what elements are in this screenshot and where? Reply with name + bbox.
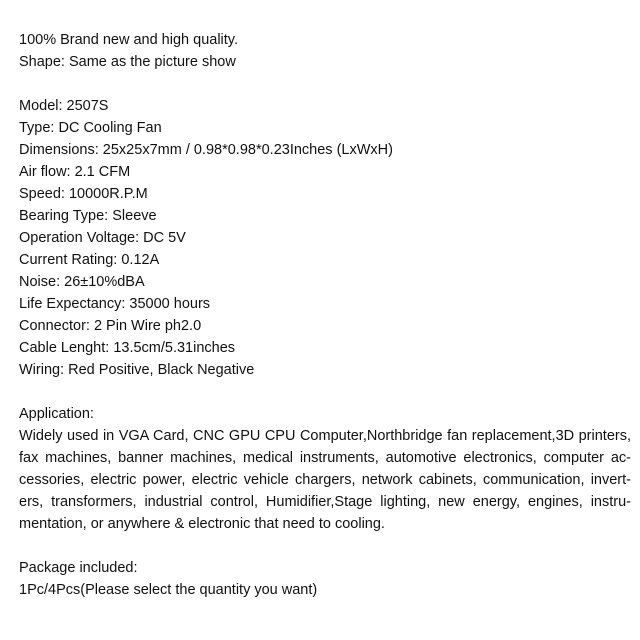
spec-life-expectancy: Life Expectancy: 35000 hours (19, 296, 211, 312)
spec-list (19, 95, 631, 381)
application-line: cessories, electric power, electric vehicle chargers, network cabinets, communication, invert- (19, 472, 631, 488)
application-line: fax machines, banner machines, medical instruments, automotive electronics, computer ac- (19, 450, 631, 466)
product-description (19, 29, 631, 601)
spacer (19, 535, 631, 557)
spacer (19, 381, 631, 403)
spec-operation-voltage: Operation Voltage: DC 5V (19, 230, 186, 246)
spec-noise: Noise: 26±10%dBA (19, 274, 145, 290)
application-heading: Application: (19, 406, 94, 422)
spec-cable-length: Cable Lenght: 13.5cm/5.31inches (19, 340, 236, 356)
spec-model: Model: 2507S (19, 98, 109, 114)
spec-dimensions: Dimensions: 25x25x7mm / 0.98*0.98*0.23Inches (LxWxH) (19, 142, 393, 158)
spec-wiring: Wiring: Red Positive, Black Negative (19, 362, 255, 378)
application-line: Widely used in VGA Card, CNC GPU CPU Computer,Northbridge fan replacement,3D printers, (19, 428, 631, 444)
spec-speed: Speed: 10000R.P.M (19, 186, 148, 202)
shape-line: Shape: Same as the picture show (19, 54, 236, 70)
application-line: mentation, or anywhere & electronic that need to cooling. (19, 516, 385, 532)
application-line: ers, transformers, industrial control, Humidifier,Stage lighting, new energy, engines, instru- (19, 494, 631, 510)
spec-connector: Connector: 2 Pin Wire ph2.0 (19, 318, 202, 334)
spec-air-flow: Air flow: 2.1 CFM (19, 164, 131, 180)
spec-current-rating: Current Rating: 0.12A (19, 252, 160, 268)
package-content: 1Pc/4Pcs(Please select the quantity you want) (19, 582, 318, 598)
spacer (19, 73, 631, 95)
quality-line: 100% Brand new and high quality. (19, 32, 238, 48)
spec-bearing-type: Bearing Type: Sleeve (19, 208, 157, 224)
spec-type: Type: DC Cooling Fan (19, 120, 162, 136)
package-heading: Package included: (19, 560, 138, 576)
